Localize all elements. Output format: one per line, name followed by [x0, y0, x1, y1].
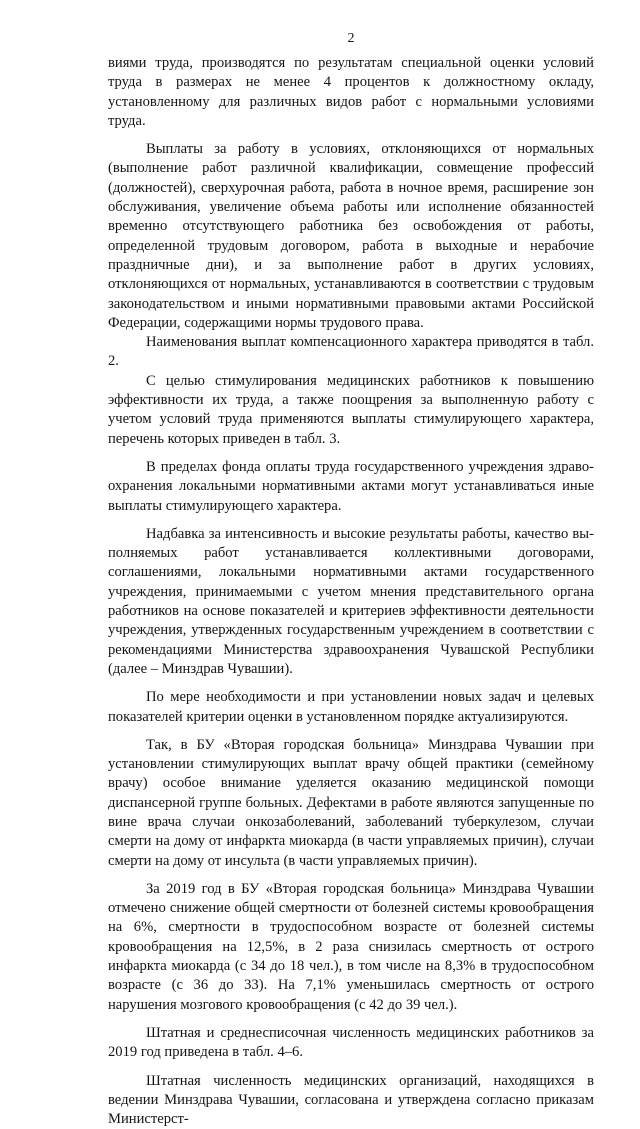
paragraph-compensation-conditions: Выплаты за работу в условиях, отклоняющихся от нормальных (выполнение работ различной квалификации, совмещение профессий (должностей), сверхурочная работа, работа в ночное время, расширение зон обслуживания, увеличение объема работы или исполнение обязанностей временно отсутствующего работника без освобождения от работы, определенной трудовым договором, работа в выходные и нерабочие праздничные дни), и за выполнение работ в других условиях, отклоняющихся от нормальных, устанавливаются в соответствии с трудовым законодательством и иными нормативными правовыми актами Российской Федерации, содержащими нормы трудового права. [108, 141, 594, 331]
paragraph-mortality-2019: За 2019 год в БУ «Вторая городская больница» Минздрава Чувашии отмечено снижение общей смертности от болезней системы кровообращения на 6%, смертности в трудоспособном возрасте от болезней системы кровообращения на 12,5%, в 2 раза снизилась смертность от острого инфаркта миокарда (с 34 до 18 чел.), в том числе на 8,3% в трудоспособном возрасте (с 36 до 33). На 7,1% уменьшилась смертность от острого нарушения мозгового кровообращения (с 42 до 39 чел.). [108, 880, 594, 1013]
document-page [108, 30, 594, 1129]
paragraph-staff-approval: Штатная численность медицинских организаций, находящихся в ведении Минздрава Чувашии, согласована и утверждена согласно приказам Министерст- [108, 1072, 594, 1128]
paragraph-compensation-table-ref: Наименования выплат компенсационного характера приводятся в табл. 2. [108, 334, 594, 370]
page-number: 2 [347, 31, 355, 46]
paragraph-hospital-example: Так, в БУ «Вторая городская больница» Минздрава Чувашии при установлении стимулирующих выплат врачу общей практики (семейному врачу) особое внимание уделяется оказанию медицинской помощи диспансерной группе больных. Дефектами в работе являются запущенные по вине врача случаи онкозаболеваний, заболеваний туберкулезом, случаи смерти на дому от инфаркта миокарда (в части управляемых причин), случаи смерти на дому от инсульта (в части управляемых причин). [108, 736, 594, 869]
paragraph-continuation: виями труда, производятся по результатам специальной оценки условий труда в размерах не менее 4 процентов к должностному окладу, установленному для различных видов работ с нормальными условиями труда. [108, 55, 594, 129]
paragraph-wage-fund: В пределах фонда оплаты труда государственного учреждения здравоохранения локальными нормативными актами могут устанавливаться иные выплаты стимулирующего характера. [108, 458, 594, 514]
paragraph-criteria-update: По мере необходимости и при установлении новых задач и целевых показателей критерии оценки в установленном порядке актуализируются. [108, 689, 594, 725]
paragraph-intensity-bonus: Надбавка за интенсивность и высокие результаты работы, качество выполняемых работ устанавливается коллективными договорами, соглашениями, локальными нормативными актами государственного учреждения, принимаемыми с учетом мнения представительного органа работников на основе показателей и критериев эффективности деятельности учреждения, утвержденных государственным учреждением в соответствии с рекомендациями Министерства здравоохранения Чувашской Республики (далее – Минздрав Чувашии). [108, 525, 594, 677]
paragraph-incentive-payments: С целью стимулирования медицинских работников к повышению эффективности их труда, а также поощрения за выполненную работу с учетом условий труда применяются выплаты стимулирующего характера, перечень которых приведен в табл. 3. [108, 372, 594, 447]
paragraph-staff-tables-ref: Штатная и среднесписочная численность медицинских работников за 2019 год приведена в табл. 4–6. [108, 1024, 594, 1061]
